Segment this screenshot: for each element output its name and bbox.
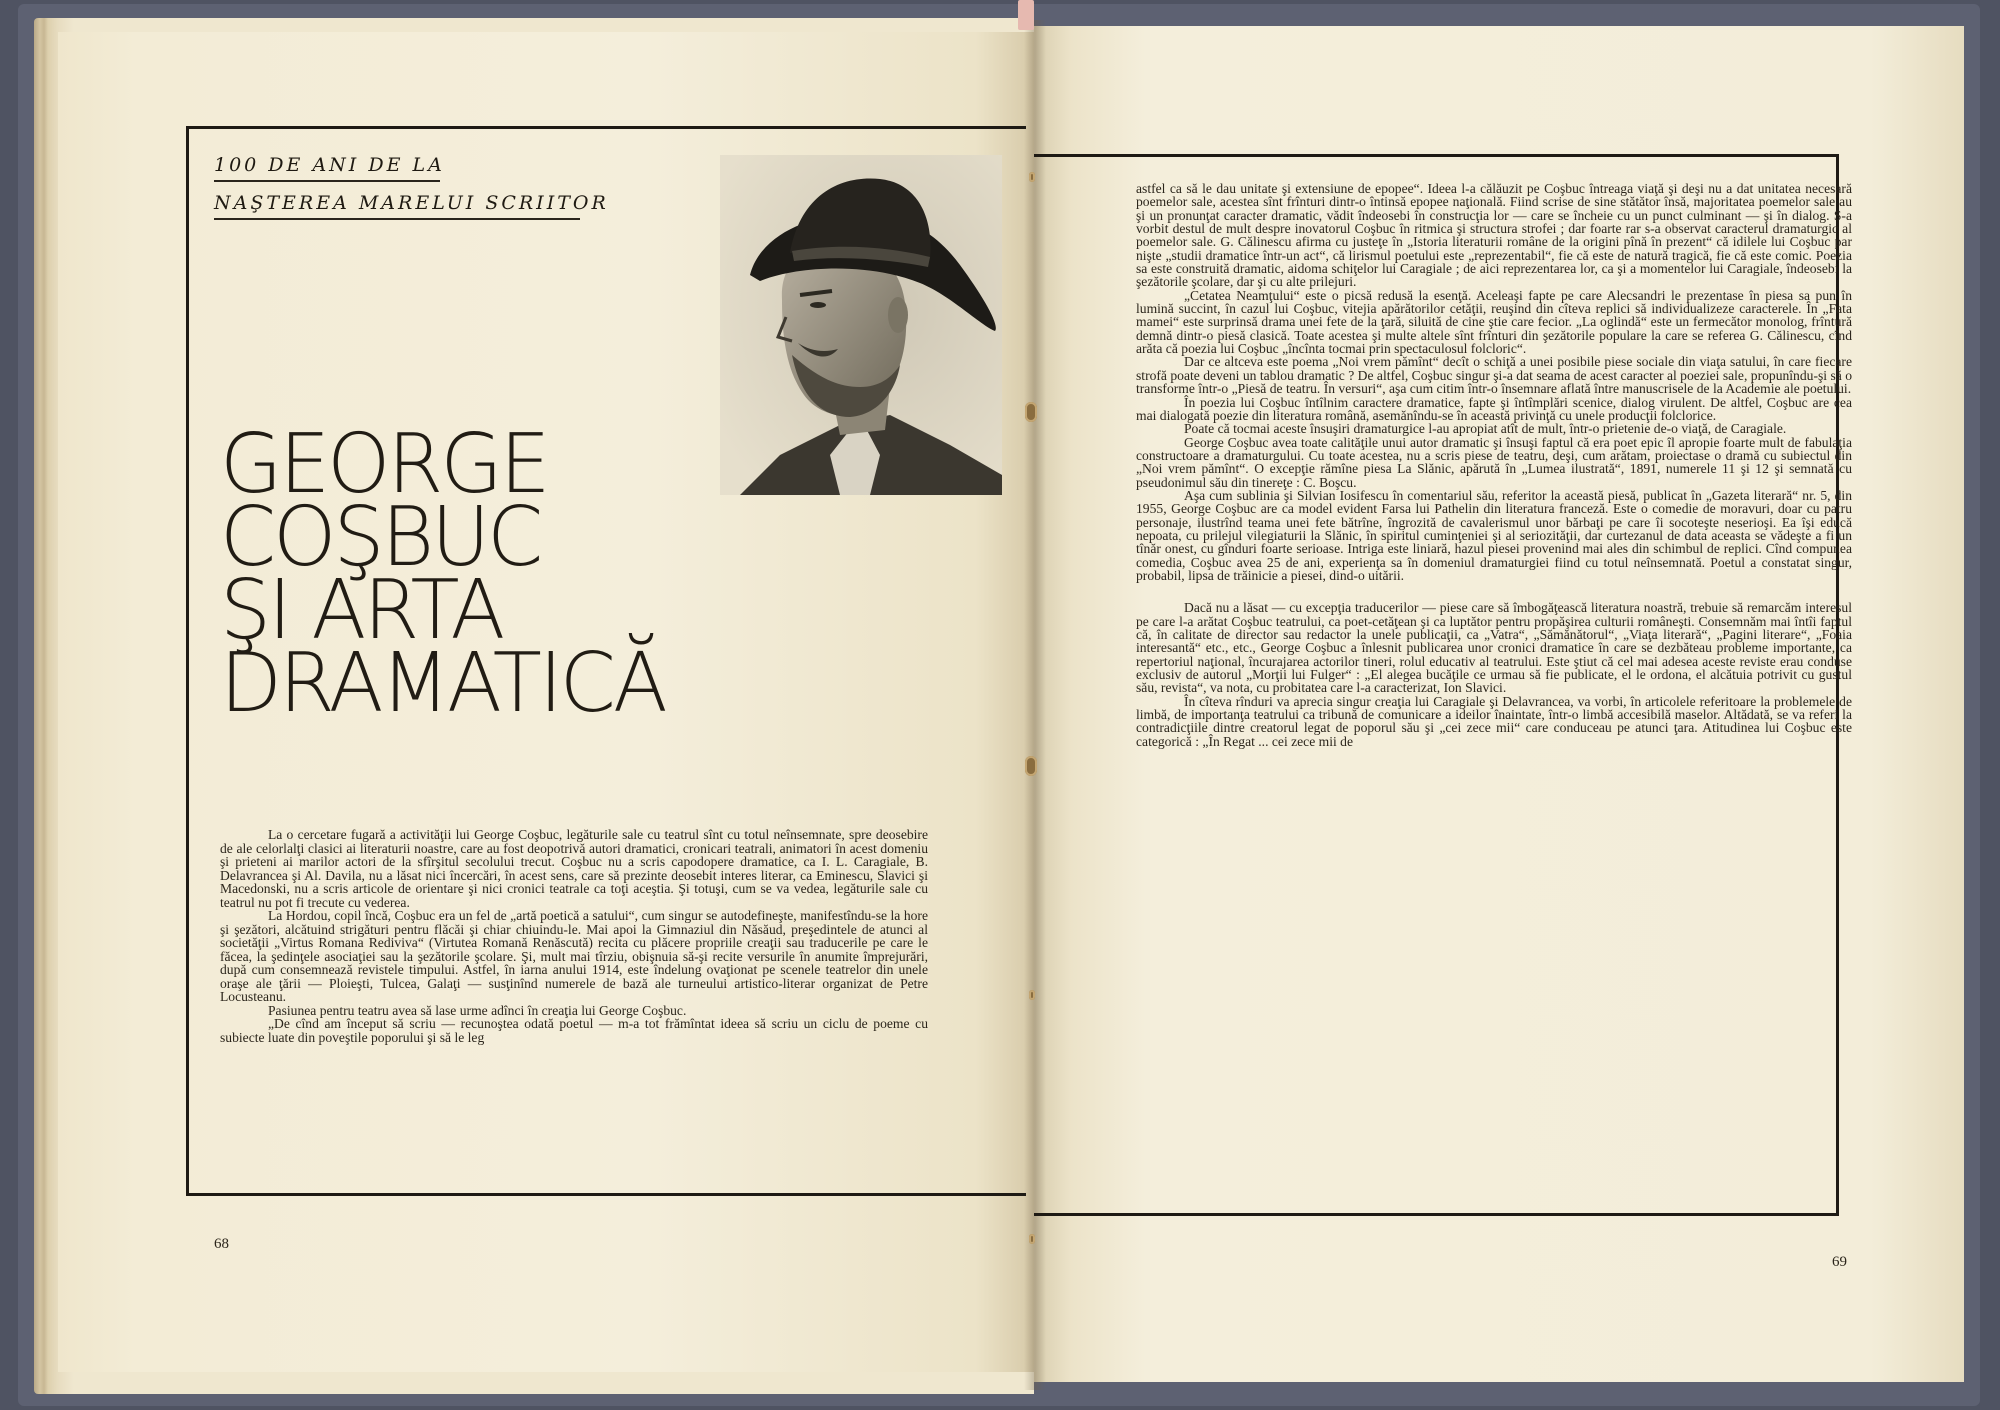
left-body-text: [220, 828, 928, 1044]
article-headline: [220, 417, 730, 731]
series-title-line2: NAŞTEREA MARELUI SCRIITOR: [214, 192, 609, 214]
paragraph: „De cînd am început să scriu — recunoştea odată poetul — m-a tot frămîntat ideea să scriu un ciclu de poeme cu subiecte luate din poveştile poporului şi să le leg: [220, 1016, 928, 1045]
series-rule: [214, 180, 440, 182]
right-body-text: [1136, 182, 1852, 748]
paragraph: La Hordou, copil încă, Coşbuc era un fel de „artă poetică a satului“, cum singur se autodefineşte, manifestîndu-se la hore şi şezători, alcătuind strigături pentru flăcăi şi chiar chiuindu-le. Mai apoi la Gimnaziul din Năsăud, preşedintele de atunci al societăţii „Virtus Romana Rediviva“ (Virtutea Romană Renăscută) recita cu plăcere propriile creaţii sau traducerile pe care le făcea, la şedinţele asociaţiei sau la şezătorile şcolare. Şi, mult mai tîrziu, obişnuia să-şi recite versurile în anumite împrejurări, după cum consemnează revistele timpului. Astfel, în iarna anului 1914, este îndelung ovaţionat pe scenele teatrelor din unele oraşe ale ţării — Ploieşti, Tulcea, Galaţi — susţinînd numerele de bază ale turneului artistico-literar organizat de Petre Locusteanu.: [220, 908, 928, 1004]
page-number-right: 69: [1832, 1254, 1847, 1270]
series-rule: [214, 218, 580, 220]
headline-line: COŞBUC: [220, 490, 541, 585]
paragraph: Dacă nu a lăsat — cu excepţia traducerilor — piese care să îmbogăţească literatura noastră, trebuie să remarcăm interesul pe care l-a arătat Coşbuc teatrului, ca poet-cetăţean şi ca luptător pentru propăşirea culturii româneşti. Consemnăm mai întîi faptul că, în calitate de director sau redactor la unele publicaţii, ca „Vatra“, „Sămănătorul“, „Viaţa literară“, „Pagini literare“, „Foaia interesantă“ etc., etc., George Coşbuc a înlesnit publicarea unor cronici dramatice în care se dezbăteau probleme importante, ca repertoriul naţional, încurajarea actorilor tineri, rolul educativ al teatrului. Este ştiut că cel mai adesea aceste reviste erau conduse exclusiv de autorul „Morţii lui Fulger“ : „El alegea bucăţile ce urmau să fie publicate, el le ordona, el alcătuia potrivit cu gustul său, revista“, va nota, cu probitatea care l-a caracterizat, Ion Slavici.: [1136, 600, 1852, 696]
paragraph: astfel ca să le dau unitate şi extensiune de epopee“. Ideea l-a călăuzit pe Coşbuc întreaga viaţă şi deşi nu a dat unitatea necesară poemelor sale, acestea sînt frînturi dintr-o întinsă epopee naţională. Fiind scrise de sine stătător însă, majoritatea poemelor sale au şi un pronunţat caracter dramatic, vădit îndeosebi în construcţia lor — care se încheie cu un punct culminant — şi în dialog. S-a vorbit destul de mult despre inovatorul Coşbuc în ritmica şi structura strofei ; dar foarte rar s-a observat caracterul dramaturgic al poemelor sale. G. Călinescu afirma cu justeţe în „Istoria literaturii române de la origini pînă în prezent“ că idilele lui Coşbuc par nişte „studii dramatice într-un act“, că lirismul poetului este „reprezentabil“, fie că este de natură tragică, fie că este comic. Poezia sa este construită dramatic, aidoma schiţelor lui Caragiale ; de aici reprezentarea lor, ca şi a momentelor lui Caragiale, îndeosebi la şezătorile şcolare, dar şi cu alte prilejuri.: [1136, 181, 1852, 290]
author-portrait: [720, 155, 1002, 495]
paragraph: Poate că tocmai aceste însuşiri dramaturgice l-au apropiat atît de mult, într-o prietenie de-o viaţă, de Caragiale.: [1184, 421, 1787, 437]
paragraph: În cîteva rînduri va aprecia singur creaţia lui Caragiale şi Delavrancea, va vorbi, în articolele referitoare la problemele de limbă, de importanţa teatrului ca tribună de comunicare a ideilor înaintate, într-o limbă accesibilă maselor. Altădată, se va referi la contradicţiile dintre creatorul legat de poporul său şi „cei zece mii“ care conduceau pe atunci ţara. Atitudinea lui Coşbuc este categorică : „În Regat ... cei zece mii de: [1136, 693, 1852, 749]
bookmark-thread: [1018, 0, 1034, 30]
paragraph: „Cetatea Neamţului“ este o picsă redusă la esenţă. Aceleaşi fapte pe care Alecsandri le prezentase în piesa sa pun în lumină succint, în cazul lui Coşbuc, vitejia apărătorilor cetăţii, reuşind din cîteva replici să individualizeze caracterele. În „Fata mamei“ este surprinsă drama unei fete de la ţară, siluită de cine ştie care fecior. „La oglindă“ este un fermecător monolog, frîntură demnă dintr-o piesă clasică. Toate acestea şi multe altele sînt frînturi din şezătorile populare la care se referea G. Călinescu, cînd arăta că poezia lui Coşbuc „încînta tocmai prin spectaculosul folcloric“.: [1136, 287, 1852, 357]
series-title-line1: 100 DE ANI DE LA: [214, 154, 445, 176]
paragraph: George Coşbuc avea toate calităţile unui autor dramatic şi însuşi faptul că era poet epic îl apropie foarte mult de fabulaţia constructoare a dramaturgului. Cu toate acestea, nu a scris piese de teatru, deşi, cum arătam, proiectase o dramă cu subiectul din „Noi vrem pămînt“. O excepţie rămîne piesa La Slănic, apărută în „Lumea ilustrată“, 1891, numerele 11 şi 12 şi semnată cu pseudonimul său din tinereţe : C. Boşcu.: [1136, 434, 1852, 490]
headline-line: DRAMATICĂ: [220, 636, 665, 731]
page-number-left: 68: [214, 1236, 229, 1252]
headline-line: ŞI ARTA: [220, 563, 503, 658]
paragraph: Pasiunea pentru teatru avea să lase urme adînci în creaţia lui George Coşbuc.: [268, 1002, 687, 1018]
binding-stitch: [1029, 1234, 1035, 1244]
paragraph: În poezia lui Coşbuc întîlnim caractere dramatice, fapte şi întîmplări scenice, dialog virulent. De altfel, Coşbuc are cea mai dialogată poezie din literatura română, asemănîndu-se în această privinţă cu unele producţii folclorice.: [1136, 394, 1852, 423]
paragraph: La o cercetare fugară a activităţii lui George Coşbuc, legăturile sale cu teatrul sînt cu totul neînsemnate, spre deosebire de ale celorlalţi clasici ai literaturii noastre, care au fost deopotrivă autori dramatici, cronicari teatrali, animatori în acest domeniu şi prieteni ai marilor actori de la sfîrşitul secolului trecut. Coşbuc nu a scris capodopere dramatice, ca I. L. Caragiale, B. Delavrancea şi Al. Davila, nu a lăsat nici încercări, în acest sens, care să prezinte deosebit interes literar, ca Eminescu, Slavici şi Macedonski, nu a scris articole de orientare şi nici cronici teatrale ca toţi aceştia. Şi totuşi, cum se va vedea, legăturile sale cu teatrul nu pot fi trecute cu vederea.: [220, 827, 928, 910]
paragraph: Aşa cum sublinia şi Silvian Iosifescu în comentariul său, referitor la această piesă, publicat în „Gazeta literară“ nr. 5, din 1955, George Coşbuc are ca model evident Farsa lui Pathelin din literatura franceză. Este o comedie de moravuri, doar cu patru personaje, ilustrînd teama unei fete bătrîne, îngrozită de cavalerismul unor bărbaţi pe care îi socoteşte neserioşi. Ea îşi educă nepoata, cu prilejul vilegiaturii la Slănic, în spiritul cuminţeniei şi al seriozităţii, dar curtezanul de data aceasta se vădeşte a fi un tînăr onest, cu gînduri foarte serioase. Intriga este liniară, hazul piesei provenind mai ales din schimbul de replici. Cînd compunea comedia, Coşbuc avea 25 de ani, experienţa sa în domeniul dramaturgiei fiind cu totul neînsemnată. Poetul a constatat singur, probabil, lipsa de trăinicie a piesei, dind-o uitării.: [1136, 487, 1852, 583]
paragraph: Dar ce altceva este poema „Noi vrem pămînt“ decît o schiţă a unei posibile piese sociale din viaţa satului, în care fiecare strofă poate deveni un tablou dramatic ? De altfel, Coşbuc singur şi-a dat seama de acest caracter al poeziei sale, propunîndu-şi să o transforme într-o „Piesă de teatru. În versuri“, aşa cum citim într-o însemnare aflată între manuscrisele de la Academie ale poetului.: [1136, 354, 1852, 397]
headline-line: GEORGE: [220, 417, 548, 512]
